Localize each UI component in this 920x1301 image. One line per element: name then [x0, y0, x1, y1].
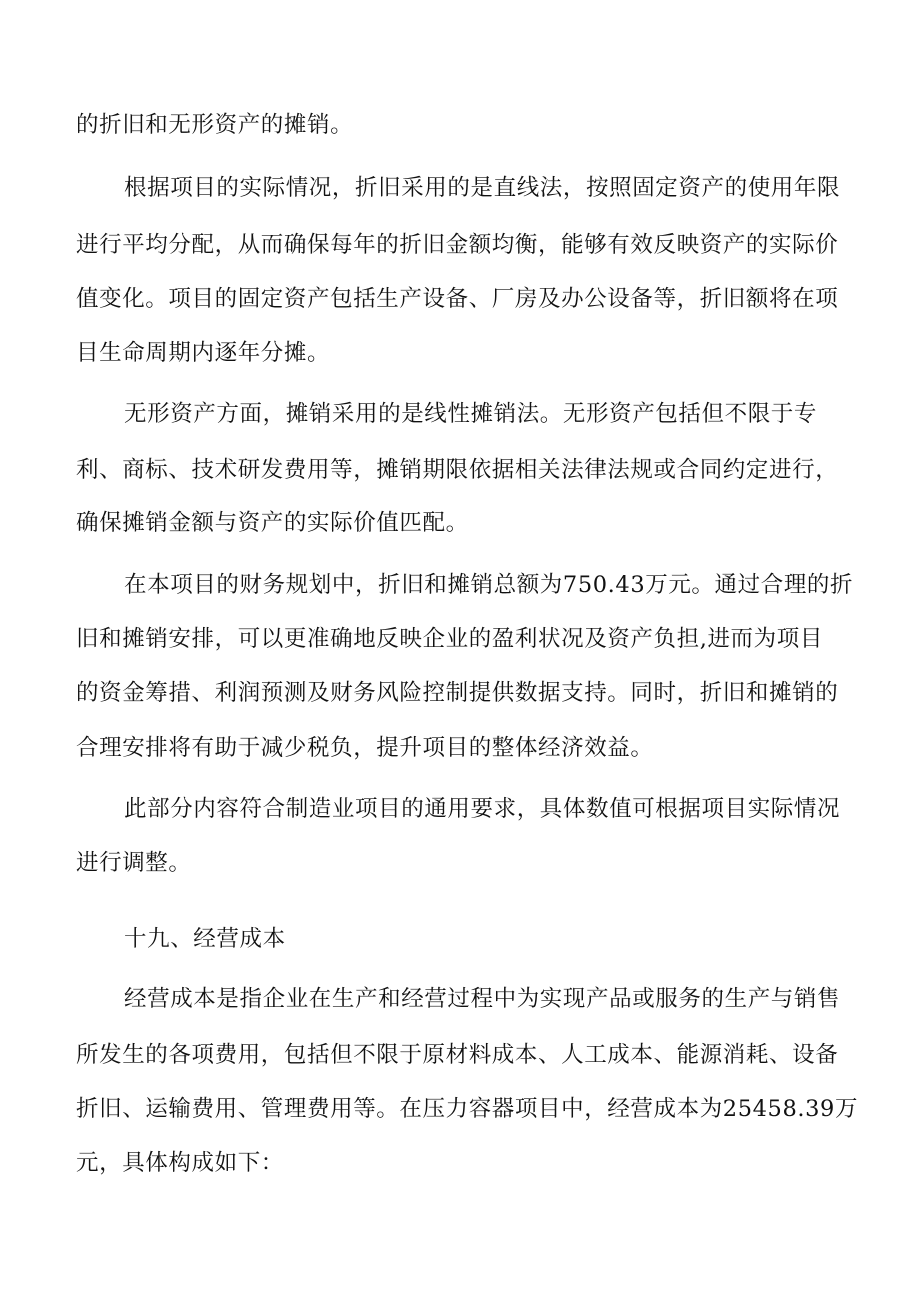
- paragraph-line: 的折旧和无形资产的摊销。: [76, 112, 354, 138]
- section-heading: 十九、经营成本: [124, 926, 286, 952]
- paragraph-line: 经营成本是指企业在生产和经营过程中为实现产品或服务的生产与销售: [124, 986, 841, 1012]
- paragraph-line: 元，具体构成如下：: [76, 1150, 284, 1176]
- paragraph-line: 在本项目的财务规划中，折旧和摊销总额为750.43万元。通过合理的折: [124, 572, 854, 598]
- paragraph-line: 所发生的各项费用，包括但不限于原材料成本、人工成本、能源消耗、设备: [76, 1042, 839, 1068]
- paragraph-line: 此部分内容符合制造业项目的通用要求，具体数值可根据项目实际情况: [124, 796, 841, 822]
- paragraph-line: 合理安排将有助于减少税负，提升项目的整体经济效益。: [76, 735, 654, 761]
- paragraph-line: 利、商标、技术研发费用等，摊销期限依据相关法律法规或合同约定进行，: [76, 457, 839, 483]
- paragraph-line: 目生命周期内逐年分摊。: [76, 340, 331, 366]
- paragraph-line: 确保摊销金额与资产的实际价值匹配。: [76, 510, 469, 536]
- paragraph-line: 值变化。项目的固定资产包括生产设备、厂房及办公设备等，折旧额将在项: [76, 286, 839, 312]
- paragraph-line: 进行调整。: [76, 850, 192, 876]
- paragraph-line: 折旧、运输费用、管理费用等。在压力容器项目中，经营成本为25458.39万: [76, 1096, 859, 1122]
- paragraph-line: 根据项目的实际情况，折旧采用的是直线法，按照固定资产的使用年限: [124, 175, 841, 201]
- paragraph-line: 无形资产方面，摊销采用的是线性摊销法。无形资产包括但不限于专: [124, 401, 818, 427]
- paragraph-line: 旧和摊销安排，可以更准确地反映企业的盈利状况及资产负担,进而为项目: [76, 626, 823, 652]
- paragraph-line: 的资金筹措、利润预测及财务风险控制提供数据支持。同时，折旧和摊销的: [76, 680, 839, 706]
- paragraph-line: 进行平均分配，从而确保每年的折旧金额均衡，能够有效反映资产的实际价: [76, 232, 839, 258]
